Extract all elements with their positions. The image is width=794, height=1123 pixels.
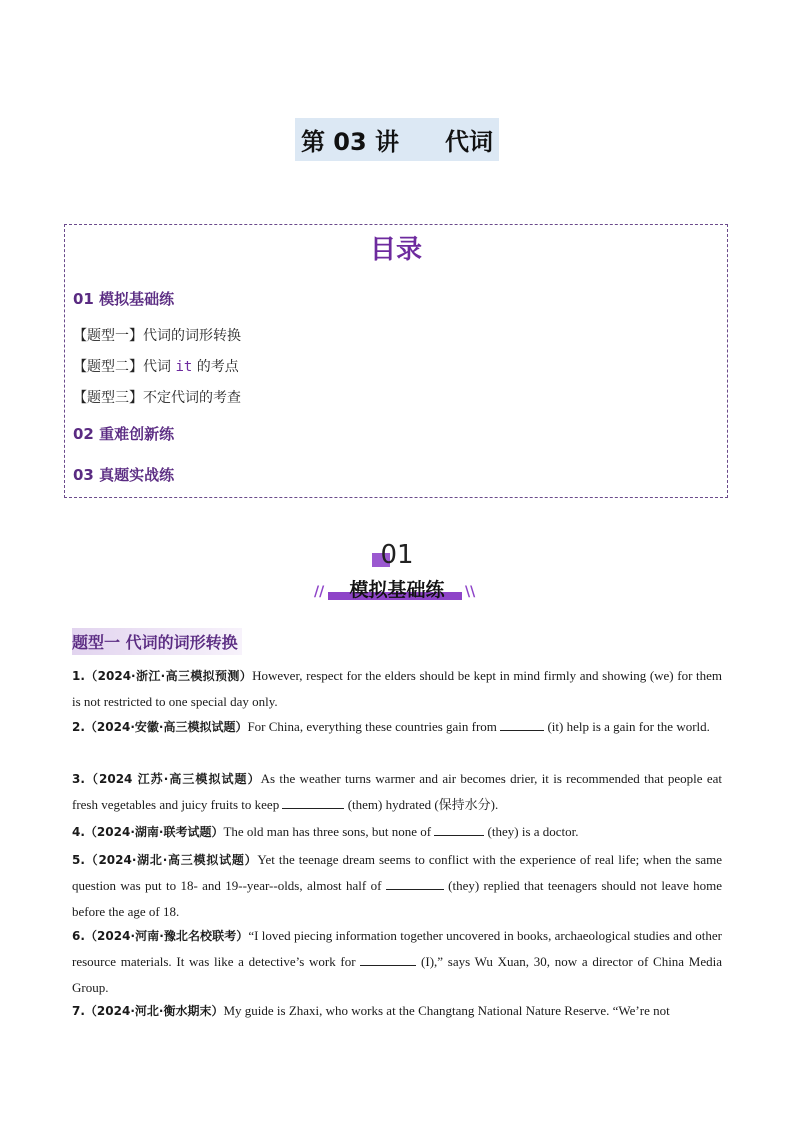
section-name: 模拟基础练	[349, 579, 445, 601]
answer-blank[interactable]	[434, 823, 484, 836]
toc-type-2[interactable]: 【题型二】代词 it 的考点	[73, 359, 239, 375]
question-text: “I loved piecing information together uncovered in books, archaeological studies and other resource materials. It was like a detective’s work for	[72, 928, 722, 969]
question-text: For China, everything these countries gain from	[247, 719, 501, 734]
toc-heading: 目录	[369, 235, 422, 265]
section-number: 01	[380, 540, 414, 570]
question-source: （2024·安徽·高三模拟试题）	[84, 720, 248, 734]
page-title	[295, 118, 499, 161]
question-item	[72, 819, 722, 845]
question-text: My guide is Zhaxi, who works at the Changtang National Nature Reserve. “We’re not	[223, 1003, 670, 1018]
question-source: （2024·湖南·联考试题）	[84, 825, 224, 839]
answer-blank[interactable]	[360, 953, 416, 966]
question-item	[72, 998, 722, 1024]
toc-section-2[interactable]: 02 重难创新练	[73, 425, 175, 443]
question-source: （2024·河北·衡水期末）	[84, 1004, 224, 1018]
title-lesson: 第 03 讲	[300, 128, 400, 156]
table-of-contents	[64, 224, 728, 498]
toc-section-1[interactable]: 01 模拟基础练	[73, 290, 175, 308]
question-number: 7.	[72, 1004, 85, 1018]
question-number: 5.	[72, 853, 85, 867]
question-text-after: (they) replied that teenagers should not leave home before the age of 18.	[72, 878, 722, 919]
title-topic: 代词	[445, 128, 494, 156]
question-text: As the weather turns warmer and air becomes drier, it is recommended that people eat fresh vegetables and juicy fruits to keep	[72, 771, 722, 812]
type-heading: 题型一 代词的词形转换	[72, 628, 242, 655]
question-text: Yet the teenage dream seems to conflict with the experience of real life; when the same question was put to 18- and 19--year--olds, almost half of	[72, 852, 722, 893]
question-item	[72, 847, 722, 925]
question-source: （2024·湖北·高三模拟试题）	[84, 853, 258, 867]
question-item	[72, 663, 722, 715]
toc-type-1[interactable]: 【题型一】代词的词形转换	[73, 328, 241, 344]
toc-section-3[interactable]: 03 真题实战练	[73, 466, 175, 484]
section-slash-left: //	[314, 584, 325, 600]
question-text-after: (them) hydrated (保持水分).	[347, 797, 499, 812]
question-text-after: (I),” says Wu Xuan, 30, now a director of China Media Group.	[72, 954, 723, 995]
question-number: 2.	[72, 720, 85, 734]
question-source: （2024·河南·豫北名校联考）	[84, 929, 249, 943]
question-number: 1.	[72, 669, 85, 683]
question-number: 6.	[72, 929, 85, 943]
section-banner	[0, 540, 794, 610]
question-item	[72, 766, 722, 818]
section-slash-right: \\	[465, 584, 476, 600]
answer-blank[interactable]	[500, 718, 544, 731]
question-text: However, respect for the elders should be kept in mind firmly and showing	[252, 668, 650, 683]
page-title-wrap	[0, 118, 794, 161]
answer-blank[interactable]	[282, 796, 344, 809]
question-text-after: (they) is a doctor.	[487, 824, 579, 839]
question-text-after: (we) for them is not restricted to one special day only.	[72, 668, 723, 709]
question-number: 4.	[72, 825, 85, 839]
question-source: （2024 江苏·高三模拟试题）	[84, 772, 261, 786]
question-item	[72, 923, 722, 1001]
question-source: （2024·浙江·高三模拟预测）	[84, 669, 253, 683]
question-number: 3.	[72, 772, 85, 786]
question-item	[72, 714, 722, 740]
answer-blank[interactable]	[386, 877, 444, 890]
toc-type-3[interactable]: 【题型三】不定代词的考查	[73, 390, 241, 406]
question-text-after: (it) help is a gain for the world.	[547, 719, 710, 734]
question-text: The old man has three sons, but none of	[223, 824, 435, 839]
